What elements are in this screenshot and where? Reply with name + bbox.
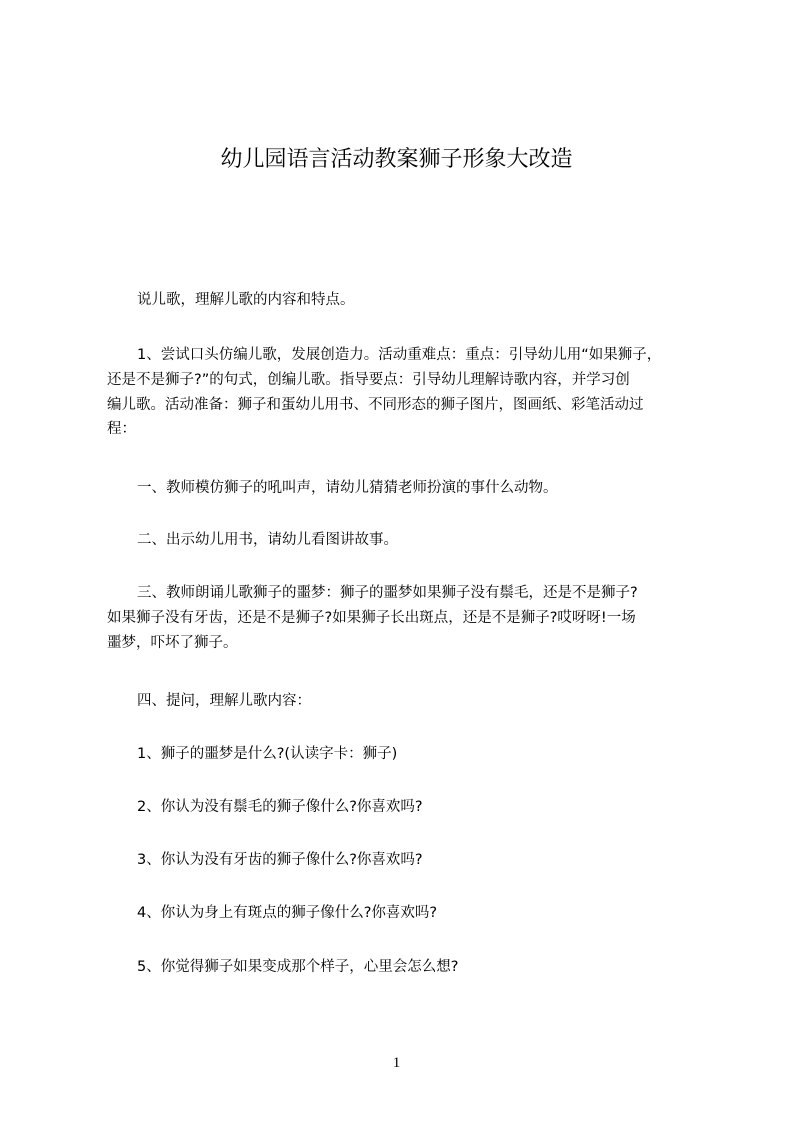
paragraph (107, 528, 398, 553)
page-number: 1 (392, 1055, 401, 1071)
document-title: 幼儿园语言活动教案狮子形象大改造 (220, 147, 573, 172)
text-line: 如果狮子没有牙齿，还是不是狮子?如果狮子长出斑点，还是不是狮子?哎呀呀!一场 (107, 609, 636, 626)
paragraph (107, 343, 661, 442)
text-line: 一、教师模仿狮子的吼叫声，请幼儿猜猜老师扮演的事什么动物。 (137, 480, 558, 496)
text-line: 三、教师朗诵儿歌狮子的噩梦：狮子的噩梦如果狮子没有鬃毛，还是不是狮子? (137, 585, 638, 601)
text-line: 1、狮子的噩梦是什么?(认读字卡：狮子) (137, 746, 398, 762)
text-line: 编儿歌。活动准备：狮子和蛋幼儿用书、不同形态的狮子图片，图画纸、彩笔活动过 (107, 396, 644, 413)
paragraph (107, 476, 558, 501)
text-line: 程： (107, 421, 136, 438)
text-line: 2、你认为没有鬃毛的狮子像什么?你喜欢吗? (137, 799, 423, 815)
paragraph (107, 795, 423, 820)
text-line: 四、提问，理解儿歌内容： (137, 693, 311, 709)
text-line: 噩梦，吓坏了狮子。 (107, 634, 238, 651)
text-line: 二、出示幼儿用书，请幼儿看图讲故事。 (137, 532, 398, 548)
text-line: 4、你认为身上有斑点的狮子像什么?你喜欢吗? (137, 905, 438, 921)
text-line: 1、尝试口头仿编儿歌，发展创造力。活动重难点：重点：引导幼儿用“如果狮子， (137, 347, 662, 363)
text-line: 5、你觉得狮子如果变成那个样子，心里会怎么想? (137, 959, 459, 975)
paragraph (107, 848, 423, 873)
paragraph (107, 581, 638, 655)
paragraph (107, 689, 311, 714)
paragraph (107, 742, 397, 767)
text-line: 还是不是狮子?”的句式，创编儿歌。指导要点：引导幼儿理解诗歌内容，并学习创 (107, 371, 630, 388)
text-line: 说儿歌，理解儿歌的内容和特点。 (137, 292, 355, 308)
paragraph (107, 288, 355, 313)
text-line: 3、你认为没有牙齿的狮子像什么?你喜欢吗? (137, 852, 423, 868)
paragraph (107, 955, 458, 980)
paragraph (107, 901, 437, 926)
